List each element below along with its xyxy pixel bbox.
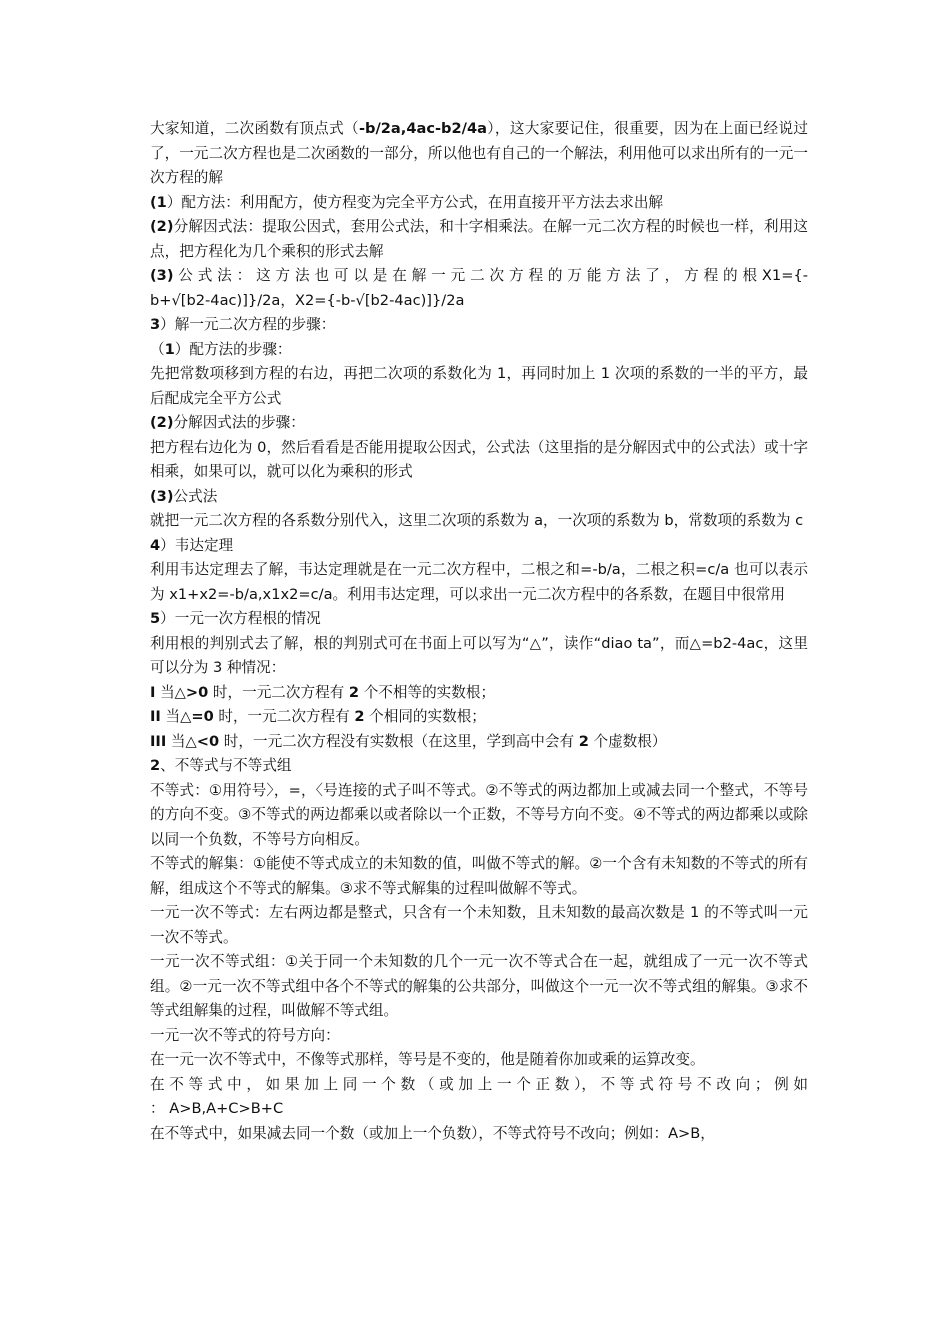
text-run: （ bbox=[150, 340, 165, 358]
text-run: 利用根的判别式去了解，根的判别式可在书面上可以写为“△”，读作“diao ta”，而△=b2-4ac，这里可以分为 3 种情况： bbox=[150, 634, 808, 676]
text-run: -b/2a,4ac-b2/4a bbox=[358, 120, 487, 137]
document-page bbox=[150, 117, 808, 1146]
paragraph bbox=[150, 558, 808, 607]
text-run: 个虚数根） bbox=[588, 732, 667, 750]
text-run: 2 bbox=[348, 683, 360, 701]
paragraph bbox=[150, 632, 808, 681]
text-run: III bbox=[150, 732, 167, 750]
paragraph bbox=[150, 362, 808, 411]
paragraph bbox=[150, 754, 808, 779]
paragraph bbox=[150, 313, 808, 338]
text-run: 时，一元二次方程有 bbox=[213, 708, 355, 725]
text-run: I bbox=[150, 683, 156, 701]
text-run: 利用韦达定理去了解，韦达定理就是在一元二次方程中，二根之和=-b/a，二根之积=c/a 也可以表示为 x1+x2=-b/a,x1x2=c/a。利用韦达定理，可以求出一元二次方程中的各系数，在题目中很常用 bbox=[150, 561, 808, 603]
paragraph bbox=[150, 264, 808, 313]
text-run: 4 bbox=[150, 536, 161, 554]
text-run: 一元一次不等式组：①关于同一个未知数的几个一元一次不等式合在一起，就组成了一元一次不等式组。②一元一次不等式组中各个不等式的解集的公共部分，叫做这个一元一次不等式组的解集。③求不等式组解集的过程，叫做解不等式组。 bbox=[150, 953, 808, 1019]
paragraph bbox=[150, 436, 808, 485]
paragraph bbox=[150, 1048, 808, 1073]
text-run: <0 bbox=[196, 732, 220, 750]
text-run: ）配方法的步骤： bbox=[174, 340, 292, 358]
text-run: 时，一元二次方程有 bbox=[208, 683, 349, 701]
text-run: >0 bbox=[185, 683, 209, 701]
text-run: 当△ bbox=[160, 708, 192, 725]
text-run: II bbox=[150, 708, 161, 725]
text-run: (2) bbox=[150, 414, 174, 431]
text-run: (2) bbox=[150, 218, 174, 235]
text-run: ）配方法：利用配方，使方程变为完全平方公式，在用直接开平方法去求出解 bbox=[166, 193, 664, 211]
text-run: 一元一次不等式的符号方向： bbox=[150, 1026, 340, 1044]
text-run: 分解因式法：提取公因式，套用公式法，和十字相乘法。在解一元二次方程的时候也一样，利用这点，把方程化为几个乘积的形式去解 bbox=[150, 218, 808, 260]
text-run: 时，一元二次方程没有实数根（在这里，学到高中会有 bbox=[219, 732, 579, 750]
paragraph bbox=[150, 534, 808, 559]
text-run: 2 bbox=[354, 708, 365, 725]
text-run: ）一元一次方程根的情况 bbox=[160, 610, 321, 627]
text-run: 分解因式法的步骤： bbox=[173, 414, 305, 431]
text-run: 在一元一次不等式中，不像等式那样，等号是不变的，他是随着你加或乘的运算改变。 bbox=[150, 1051, 705, 1068]
text-run: 5 bbox=[150, 610, 161, 627]
text-run: 个相同的实数根； bbox=[364, 708, 486, 725]
text-run: 2 bbox=[150, 757, 161, 774]
paragraph bbox=[150, 509, 808, 534]
text-run: 2 bbox=[578, 732, 589, 750]
paragraph bbox=[150, 681, 808, 706]
paragraph bbox=[150, 215, 808, 264]
paragraph bbox=[150, 730, 808, 755]
text-run: (3) bbox=[150, 487, 174, 505]
text-run: 不等式：①用符号〉，=，〈号连接的式子叫不等式。②不等式的两边都加上或减去同一个整式，不等号的方向不变。③不等式的两边都乘以或者除以一个正数，不等号方向不变。④不等式的两边都乘以或除以同一个负数，不等号方向相反。 bbox=[150, 781, 808, 848]
text-run: 个不相等的实数根； bbox=[359, 683, 496, 701]
text-run: 就把一元二次方程的各系数分别代入，这里二次项的系数为 a，一次项的系数为 b，常数项的系数为 c bbox=[150, 512, 804, 529]
paragraph bbox=[150, 852, 808, 901]
paragraph bbox=[150, 1073, 808, 1122]
paragraph bbox=[150, 411, 808, 436]
paragraph bbox=[150, 607, 808, 632]
text-run: 3 bbox=[150, 316, 161, 333]
paragraph bbox=[150, 705, 808, 730]
text-run: 在 不 等 式 中 ， 如 果 加 上 同 一 个 数 （ 或 加 上 一 个 正 数 ）， 不 等 式 符 号 不 改 向 ； 例 如 ： A>B,A+C>B+C bbox=[150, 1075, 808, 1117]
paragraph bbox=[150, 338, 808, 363]
paragraph bbox=[150, 1122, 808, 1147]
text-run: ）解一元二次方程的步骤： bbox=[160, 316, 336, 333]
text-run: 公 式 法 ： 这 方 法 也 可 以 是 在 解 一 元 二 次 方 程 的 万 能 方 法 了 ， 方 程 的 根 X1={-b+√[b2-4ac)]}/2a，X2={-b-√[b2-4ac)]}/2a bbox=[150, 267, 808, 309]
text-run: (1 bbox=[150, 193, 167, 211]
text-run: 1 bbox=[164, 340, 175, 358]
text-run: (3) bbox=[150, 267, 174, 284]
text-run: 一元一次不等式：左右两边都是整式，只含有一个未知数，且未知数的最高次数是 1 的不等式叫一元一次不等式。 bbox=[150, 904, 808, 946]
text-run: 、不等式与不等式组 bbox=[160, 757, 292, 774]
paragraph bbox=[150, 779, 808, 853]
paragraph bbox=[150, 901, 808, 950]
text-run: 在不等式中，如果减去同一个数（或加上一个负数），不等式符号不改向；例如：A>B， bbox=[150, 1124, 715, 1142]
paragraph bbox=[150, 485, 808, 510]
paragraph bbox=[150, 191, 808, 216]
text-run: ），这大家要记住，很重要，因为在上面已经说过了，一元二次方程也是二次函数的一部分，所以他也有自己的一个解法，利用他可以求出所有的一元一次方程的解 bbox=[150, 120, 808, 186]
text-run: 当△ bbox=[155, 683, 186, 701]
text-run: 把方程右边化为 0，然后看看是否能用提取公因式，公式法（这里指的是分解因式中的公式法）或十字相乘，如果可以，就可以化为乘积的形式 bbox=[150, 438, 808, 480]
text-run: 当△ bbox=[166, 732, 197, 750]
text-run: 先把常数项移到方程的右边，再把二次项的系数化为 1，再同时加上 1 次项的系数的一半的平方，最后配成完全平方公式 bbox=[150, 365, 808, 407]
paragraph bbox=[150, 1024, 808, 1049]
text-run: 公式法 bbox=[173, 487, 218, 505]
paragraph bbox=[150, 950, 808, 1024]
text-run: 不等式的解集：①能使不等式成立的未知数的值，叫做不等式的解。②一个含有未知数的不等式的所有解，组成这个不等式的解集。③求不等式解集的过程叫做解不等式。 bbox=[150, 855, 808, 897]
text-run: ）韦达定理 bbox=[160, 536, 234, 554]
paragraph bbox=[150, 117, 808, 191]
text-run: =0 bbox=[191, 708, 214, 725]
text-run: 大家知道，二次函数有顶点式（ bbox=[150, 120, 359, 137]
